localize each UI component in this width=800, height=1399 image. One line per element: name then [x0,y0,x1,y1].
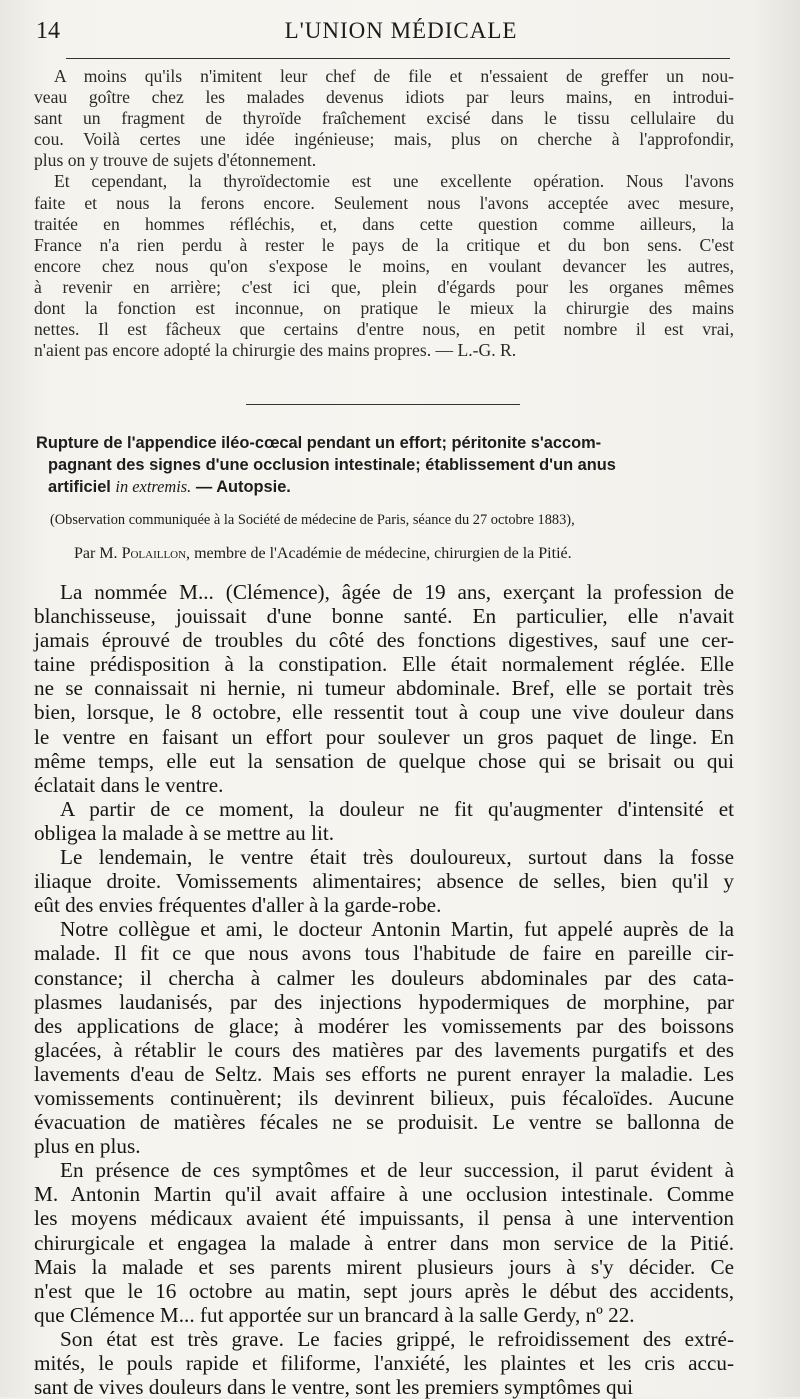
text-line: plasmes laudanisés, par des injections hypodermiques de morphine, par [34,989,734,1014]
article-title-line: pagnant des signes d'une occlusion intestinale; établissement d'un anus [48,456,616,474]
text-line: le ventre en faisant un effort pour soulever un gros paquet de linge. En [34,724,734,749]
byline-suffix: membre de l'Académie de médecine, chirurgien de la Pitié. [194,545,572,562]
article-title-line-start: artificiel [48,478,111,496]
text-line: évacuation de matières fécales ne se produisit. Le ventre se ballonna de [34,1110,734,1135]
text-line: Le lendemain, le ventre était très douloureux, surtout dans la fosse [60,845,734,870]
text-line: iliaque droite. Vomissements alimentaires; absence de selles, bien qu'il y [34,869,734,894]
page-header [36,14,766,54]
page-number: 14 [36,18,60,44]
observation-note: (Observation communiquée à la Société de médecine de Paris, séance du 27 octobre 1883), [50,512,575,528]
text-line: Son état est très grave. Le facies grippé, le refroidissement des extré- [60,1326,734,1351]
text-line: constance; il chercha à calmer les douleurs abdominales par des cata- [34,965,734,990]
text-line: plus en plus. [34,1134,141,1159]
text-line: obligea la malade à se mettre au lit. [34,820,335,845]
header-rule [66,58,730,59]
text-line: n'aient pas encore adopté la chirurgie des mains propres. — L.-G. R. [34,340,517,361]
text-line: nettes. Il est fâcheux que certains d'entre nous, en petit nombre il est vrai, [34,319,734,340]
text-line: encore chez nous qu'on s'expose le moins, en voulant devancer les autres, [34,255,734,276]
text-line: France n'a rien perdu à rester le pays de la critique et du bon sens. C'est [34,234,734,255]
journal-title: L'UNION MÉDICALE [284,18,518,43]
text-line: veau goître chez les malades devenus idiots par leurs mains, en introdui- [34,87,734,108]
text-line: Et cependant, la thyroïdectomie est une excellente opération. Nous l'avons [54,171,734,192]
text-line: mités, le pouls rapide et filiforme, l'anxiété, les plaintes et les cris accu- [34,1351,734,1375]
author-name: Polaillon, [121,545,191,562]
text-line: n'est que le 16 octobre au matin, sept jours après le début des accidents, [34,1278,734,1303]
text-line: Mais la malade et ses parents mirent plusieurs jours à s'y décider. Ce [34,1254,734,1279]
text-line: eût des envies fréquentes d'aller à la garde-robe. [34,893,442,918]
text-line: glacées, à rétablir le cours des matières par des lavements purgatifs et des [34,1037,734,1062]
text-line: dont la fonction est inconnue, on pratique le mieux la chirurgie des mains [34,298,734,319]
byline [74,545,734,563]
article-title-line: Rupture de l'appendice iléo-cœcal pendant un effort; péritonite s'accom- [36,434,602,452]
article-title [36,432,738,498]
text-line: M. Antonin Martin qu'il avait affaire à une occlusion intestinale. Comme [34,1182,734,1207]
text-line: blanchisseuse, jouissait d'une bonne santé. En particulier, elle n'avait [34,604,734,629]
text-line: éclatait dans le ventre. [34,772,224,797]
text-line: cou. Voilà certes une idée ingénieuse; mais, plus on cherche à l'approfondir, [34,129,734,150]
text-line: ne se connaissait ni hernie, ni tumeur abdominale. Bref, elle se portait très [34,676,734,701]
text-line: que Clémence M... fut apportée sur un brancard à la salle Gerdy, nº 22. [34,1302,635,1327]
text-line: vomissements continuèrent; ils devinrent bilieux, puis fécaloïdes. Aucune [34,1085,734,1110]
text-line: même temps, elle eut la sensation de quelque chose qui se brisait ou qui [34,748,734,773]
text-line: des applications de glace; à modérer les vomissements par des boissons [34,1013,734,1038]
text-line: sant un fragment de thyroïde fraîchement excisé dans le tissu cellulaire du [34,108,734,129]
text-line: taine prédisposition à la constipation. Elle était normalement réglée. Elle [34,652,734,677]
text-line: les moyens médicaux avaient été impuissants, il pensa à une intervention [34,1206,734,1231]
text-line: sant de vives douleurs dans le ventre, sont les premiers symptômes qui [34,1375,634,1399]
article-body [34,580,734,1399]
text-line: Notre collègue et ami, le docteur Antonin Martin, fut appelé auprès de la [60,917,734,942]
text-line: à revenir en arrière; c'est ici que, plein d'égards pour les organes mêmes [34,276,734,297]
article-title-line [36,476,738,498]
intro-text [34,66,734,361]
text-line: A partir de ce moment, la douleur ne fit qu'augmenter d'intensité et [60,796,734,821]
text-line: malade. Il fit ce que nous avons tous l'habitude de faire en pareille cir- [34,941,734,966]
text-line: bien, lorsque, le 8 octobre, elle ressentit tout à coup une vive douleur dans [34,700,734,725]
text-line: faite et nous la ferons encore. Seulement nous l'avons acceptée avec mesure, [34,192,734,213]
text-line: traitée en hommes réfléchis, et, dans cette question comme ailleurs, la [34,213,734,234]
section-separator [246,404,520,405]
text-line: jamais éprouvé de troubles du côté des fonctions digestives, sauf une cer- [34,628,734,653]
text-line: plus on y trouve de sujets d'étonnement. [34,150,317,171]
article-title-end: — Autopsie. [195,478,291,496]
text-line: lavements d'eau de Seltz. Mais ses efforts ne purent enrayer la maladie. Les [34,1061,734,1086]
article-title-italic: in extremis. [115,477,192,496]
text-line: A moins qu'ils n'imitent leur chef de file et n'essaient de greffer un nou- [54,66,734,86]
text-line: chirurgicale et engagea la malade à entrer dans mon service de la Pitié. [34,1230,734,1255]
byline-prefix: Par M. [74,545,118,562]
text-line: En présence de ces symptômes et de leur succession, il parut évident à [60,1158,734,1183]
text-line: La nommée M... (Clémence), âgée de 19 ans, exerçant la profession de [60,580,734,604]
